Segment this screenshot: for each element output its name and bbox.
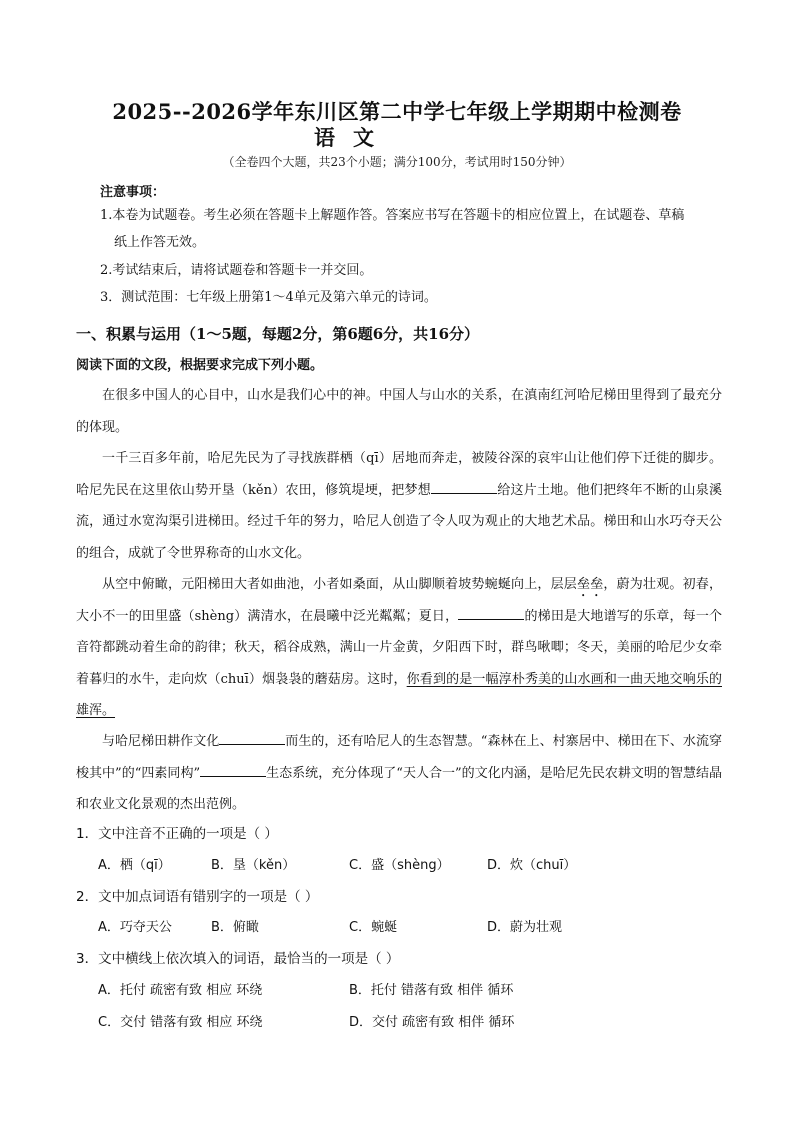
passage-text: 的梯田是大地谱写的乐章，每一个音符都跳动着生命的韵律；秋天，稻谷成熟，满山一片金黄，夕阳西下时，群鸟啾唧；冬天，美丽的哈尼少女牵着暮归的水牛，走向炊（chuī）烟袅袅的蘑菇房。这时， bbox=[76, 608, 722, 687]
question-3-option-c[interactable]: C．交付 错落有致 相应 环绕 bbox=[98, 1015, 263, 1030]
question-1-option-a[interactable]: A．栖（qī） bbox=[98, 858, 171, 873]
subject-title: 语文 bbox=[314, 125, 392, 150]
passage-paragraph-4 bbox=[76, 726, 722, 821]
section-1-instruction: 阅读下面的文段，根据要求完成下列小题。 bbox=[76, 358, 324, 373]
notice-heading: 注意事项： bbox=[100, 185, 166, 200]
exam-title: 2025--2026学年东川区第二中学七年级上学期期中检测卷 bbox=[112, 99, 682, 124]
passage-text: 与哈尼梯田耕作文化 bbox=[102, 734, 220, 749]
question-3-option-a[interactable]: A．托付 疏密有致 相应 环绕 bbox=[98, 983, 263, 998]
fill-blank-1 bbox=[431, 481, 497, 494]
notice-item-3: 3．测试范围：七年级上册第1～4单元及第六单元的诗词。 bbox=[100, 290, 437, 305]
passage-text: 一千三百多年前，哈尼先民为了寻找族群栖（qī）居地而奔走，被陵谷深的哀牢山让他们停下迁徙的脚步。哈尼先民在这里依山势开垦（kěn）农田，修筑堤埂，把梦想 bbox=[76, 451, 722, 498]
passage-text: 从空中俯瞰，元阳梯田大者如曲池，小者如桑面，从山脚顺着坡势蜿蜒向上，层层 bbox=[102, 577, 578, 592]
question-2-stem: 2．文中加点词语有错别字的一项是（ ） bbox=[76, 889, 319, 905]
fill-blank-3 bbox=[219, 732, 285, 745]
question-2-option-d[interactable]: D．蔚为壮观 bbox=[487, 920, 563, 935]
exam-scope-note: （全卷四个大题，共23个小题；满分100分，考试用时150分钟） bbox=[222, 155, 572, 169]
section-1-title: 一、积累与运用（1～5题，每题2分，第6题6分，共16分） bbox=[76, 325, 480, 343]
passage-text: 而生的，还有哈尼人的生态智慧。“森林在上、村寨居中、梯田在下、水流穿梭其中”的“四素同构” bbox=[76, 734, 722, 781]
fill-blank-2 bbox=[458, 607, 524, 620]
dotted-word: 垒垒 bbox=[577, 577, 604, 592]
question-1-option-c[interactable]: C．盛（shèng） bbox=[349, 858, 450, 873]
notice-item-2: 2.考试结束后，请将试题卷和答题卡一并交回。 bbox=[100, 263, 373, 278]
question-3-stem: 3．文中横线上依次填入的词语，最恰当的一项是（ ） bbox=[76, 951, 400, 967]
passage-paragraph-3 bbox=[76, 569, 722, 727]
question-1-option-b[interactable]: B．垦（kěn） bbox=[211, 858, 296, 873]
question-2-option-c[interactable]: C．蜿蜒 bbox=[349, 920, 398, 935]
passage-text: 给这片土地。他们把终年不断的山泉溪流，通过水宽沟渠引进梯田。经过千年的努力，哈尼人创造了令人叹为观止的大地艺术品。梯田和山水巧夺天公的组合，成就了令世界称奇的山水文化。 bbox=[76, 482, 722, 561]
passage-text: 在很多中国人的心目中，山水是我们心中的神。中国人与山水的关系，在滇南红河哈尼梯田里得到了最充分的体现。 bbox=[76, 388, 722, 435]
notice-item-1-cont: 纸上作答无效。 bbox=[114, 235, 206, 250]
passage-paragraph-2 bbox=[76, 443, 722, 569]
underlined-sentence: 你看到的是一幅淳朴秀美的山水画和一曲天地交响乐的雄浑。 bbox=[76, 671, 722, 718]
question-2-option-a[interactable]: A．巧夺天公 bbox=[98, 920, 172, 935]
passage-text: 生态系统，充分体现了“天人合一”的文化内涵，是哈尼先民农耕文明的智慧结晶和农业文化景观的杰出范例。 bbox=[76, 765, 722, 812]
question-1-option-d[interactable]: D．炊（chuī） bbox=[487, 858, 577, 873]
passage-paragraph-1 bbox=[76, 380, 722, 443]
fill-blank-4 bbox=[200, 764, 266, 777]
question-3-option-d[interactable]: D．交付 疏密有致 相伴 循环 bbox=[349, 1015, 515, 1030]
notice-item-1: 1.本卷为试题卷。考生必须在答题卡上解题作答。答案应书写在答题卡的相应位置上，在试题卷、草稿 bbox=[100, 208, 685, 223]
question-2-option-b[interactable]: B．俯瞰 bbox=[211, 920, 259, 935]
passage-text: ，蔚为壮观。初春，大小不一的田里盛（shèng）满清水，在晨曦中泛光粼粼；夏日， bbox=[76, 577, 722, 624]
question-3-option-b[interactable]: B．托付 错落有致 相伴 循环 bbox=[349, 983, 514, 998]
question-1-stem: 1．文中注音不正确的一项是（ ） bbox=[76, 826, 278, 842]
